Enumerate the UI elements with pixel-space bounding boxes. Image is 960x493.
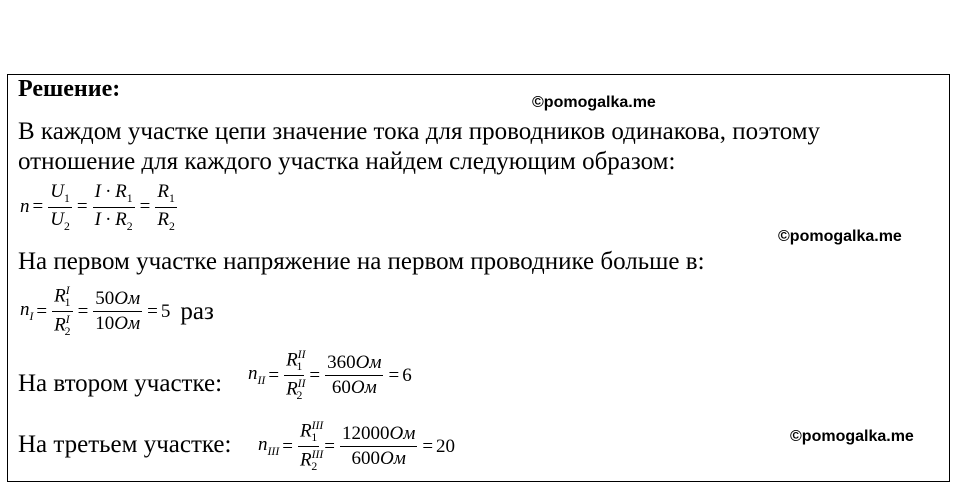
equals-sign: = (388, 364, 400, 386)
formula-3-den-sup: III (311, 448, 324, 462)
formula-1-lhs-sub: I (29, 310, 34, 324)
formula-3-lhs: n (258, 434, 268, 456)
formula-section-2 (248, 348, 412, 403)
formula-1-num-sup: I (65, 284, 70, 297)
formula-1-den-sup: I (65, 313, 70, 327)
subscript-2: 2 (311, 460, 318, 474)
formula-section-1 (20, 284, 214, 339)
formula-general (20, 181, 179, 234)
equals-sign: = (309, 364, 321, 386)
r-symbol: R (286, 349, 298, 371)
subscript-1: 1 (296, 360, 303, 374)
paragraph-1-line-2: отношение для каждого участка найдем следующим образом: (18, 148, 676, 175)
unit-ohm: Ом (355, 352, 382, 374)
fraction-voltage-num: U (50, 181, 64, 202)
formula-section-3 (258, 419, 455, 474)
fraction-r-den: R (157, 208, 169, 230)
formula-3-lhs-sub: III (267, 445, 280, 459)
subscript-1: 1 (64, 296, 71, 310)
formula-3-resistance-ratio (298, 419, 324, 474)
formula-1-lhs: n (20, 299, 30, 321)
fraction-voltage (48, 181, 72, 234)
fraction-r-num: R (157, 181, 169, 202)
formula-2-values-ratio (325, 352, 383, 399)
formula-3-value-num: 12000 (341, 423, 390, 445)
formula-3-result: 20 (436, 435, 456, 457)
fraction-ir-den: I · R (94, 208, 127, 230)
equals-sign: = (77, 300, 89, 322)
r-symbol: R (299, 449, 312, 471)
r-symbol: R (286, 378, 298, 400)
equals-sign: = (32, 196, 44, 218)
fraction-voltage-den-sub: 2 (63, 219, 70, 233)
fraction-r-num-sub: 1 (168, 191, 175, 205)
formula-3-value-den: 600 (351, 448, 380, 470)
formula-1-suffix: раз (180, 297, 214, 325)
equals-sign: = (282, 435, 293, 457)
subscript-2: 2 (296, 389, 303, 403)
fraction-r-den-sub: 2 (168, 219, 175, 233)
label-section-2: На втором участке: (18, 370, 223, 397)
paragraph-2: На первом участке напряжение на первом проводнике больше в: (18, 248, 705, 275)
paragraph-1-line-1: В каждом участке цепи значение тока для проводников одинакова, поэтому (18, 118, 821, 145)
fraction-resistance (155, 181, 177, 234)
formula-1-result: 5 (160, 300, 171, 322)
r-symbol: R (54, 285, 66, 307)
unit-ohm: Ом (379, 448, 406, 470)
r-symbol: R (299, 420, 312, 442)
formula-2-num-sup: II (297, 348, 306, 361)
formula-general-lhs: n (20, 196, 30, 218)
formula-2-lhs-sub: II (257, 374, 266, 388)
r-symbol: R (54, 314, 66, 336)
formula-2-value-num: 360 (327, 352, 356, 374)
formula-2-result: 6 (402, 364, 412, 386)
subscript-2: 2 (64, 325, 71, 339)
unit-ohm: Ом (114, 288, 141, 310)
unit-ohm: Ом (114, 313, 141, 335)
formula-1-value-den: 10 (95, 313, 115, 335)
unit-ohm: Ом (389, 423, 416, 445)
equals-sign: = (268, 364, 280, 386)
fraction-voltage-den: U (50, 208, 64, 230)
formula-2-den-sup: II (297, 377, 306, 391)
formula-2-resistance-ratio (284, 348, 304, 403)
equals-sign: = (36, 300, 48, 322)
formula-2-value-den: 60 (331, 377, 351, 399)
watermark-top: ©pomogalka.me (532, 94, 656, 111)
equals-sign: = (147, 300, 158, 322)
solution-heading: Решение: (18, 76, 121, 102)
fraction-ir-num: I · R (94, 181, 127, 202)
unit-ohm: Ом (350, 377, 377, 399)
formula-1-resistance-ratio (52, 284, 72, 339)
equals-sign: = (76, 196, 88, 218)
fraction-voltage-num-sub: 1 (63, 191, 70, 205)
watermark-bottom: ©pomogalka.me (790, 428, 914, 445)
formula-3-values-ratio (340, 423, 417, 470)
subscript-1: 1 (311, 431, 318, 445)
equals-sign: = (422, 435, 434, 457)
fraction-current-resistance (93, 181, 135, 234)
formula-3-num-sup: III (311, 419, 324, 432)
formula-1-value-num: 50 (95, 288, 115, 310)
formula-2-lhs: n (248, 363, 258, 385)
fraction-ir-num-sub: 1 (126, 191, 133, 205)
equals-sign: = (139, 196, 151, 218)
fraction-ir-den-sub: 2 (126, 219, 133, 233)
formula-1-values-ratio (93, 288, 142, 335)
label-section-3: На третьем участке: (18, 431, 232, 458)
watermark-middle: ©pomogalka.me (778, 228, 902, 245)
equals-sign: = (324, 435, 335, 457)
